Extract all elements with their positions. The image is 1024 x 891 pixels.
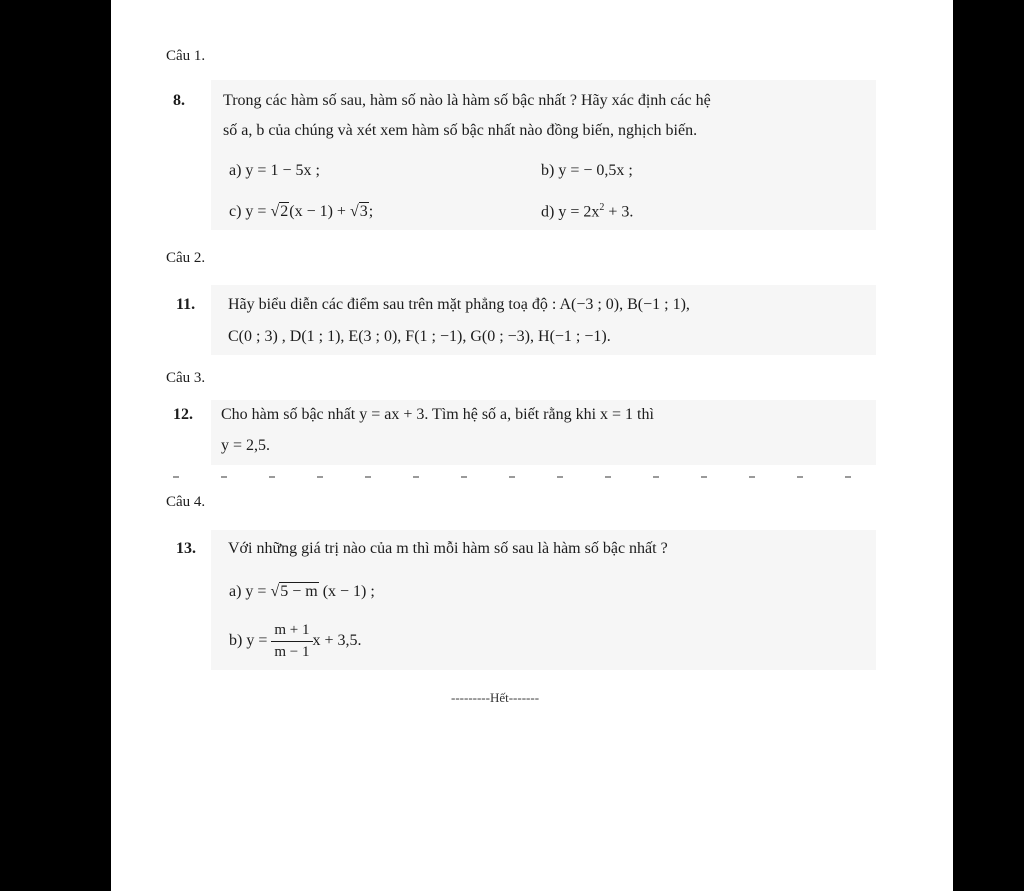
option-c-prefix: c) y = — [229, 203, 271, 220]
option-c — [229, 202, 373, 221]
option-d-suffix: + 3. — [604, 203, 634, 221]
option-a-suffix: (x − 1) ; — [322, 583, 375, 600]
problem-number: 8. — [173, 92, 185, 109]
problem-text-line: Cho hàm số bậc nhất y = ax + 3. Tìm hệ số a, biết rằng khi x = 1 thì — [221, 406, 654, 423]
option-a-prefix: a) y = — [229, 583, 271, 600]
end-marker: ---------Hết------- — [451, 690, 540, 705]
dashed-divider — [173, 476, 873, 478]
problem-text-line: số a, b của chúng và xét xem hàm số bậc nhất nào đồng biến, nghịch biến. — [223, 122, 698, 139]
problem-number: 12. — [173, 406, 193, 423]
question-3-heading: Câu 3. — [166, 370, 206, 386]
option-a — [229, 582, 375, 601]
option-d-prefix: d) y = 2x — [541, 203, 600, 221]
sqrt-expression: √5 − m — [270, 583, 318, 600]
radicand: 5 − m — [280, 583, 318, 600]
option-b — [229, 622, 362, 660]
problem-text-line: Với những giá trị nào của m thì mỗi hàm số sau là hàm số bậc nhất ? — [228, 540, 668, 557]
problem-text-line: Trong các hàm số sau, hàm số nào là hàm số bậc nhất ? Hãy xác định các hệ — [223, 92, 711, 109]
question-1-heading: Câu 1. — [166, 48, 206, 64]
question-4-heading: Câu 4. — [166, 494, 206, 510]
option-c-suffix: ; — [368, 203, 374, 220]
problem-text-line: C(0 ; 3) , D(1 ; 1), E(3 ; 0), F(1 ; −1), G(0 ; −3), H(−1 ; −1). — [228, 328, 611, 345]
radicand: 3 — [359, 203, 368, 220]
radicand: 2 — [280, 203, 289, 220]
option-b: b) y = − 0,5x ; — [541, 162, 633, 179]
option-b-prefix: b) y = — [229, 632, 272, 649]
document-page — [111, 0, 953, 891]
problem-number: 13. — [176, 540, 196, 557]
option-c-mid: (x − 1) + — [289, 203, 350, 220]
numerator: m + 1 — [271, 622, 312, 642]
question-2-heading: Câu 2. — [166, 250, 206, 266]
sqrt-expression: √3 — [349, 203, 368, 220]
fraction — [271, 622, 312, 660]
exponent: 2 — [599, 202, 605, 213]
option-b-suffix: x + 3,5. — [312, 632, 362, 649]
denominator: m − 1 — [274, 643, 310, 660]
option-d — [541, 202, 633, 221]
problem-text-line: y = 2,5. — [221, 437, 271, 454]
sqrt-expression: √2 — [270, 203, 289, 220]
problem-text-line: Hãy biểu diễn các điểm sau trên mặt phẳng toạ độ : A(−3 ; 0), B(−1 ; 1), — [228, 296, 690, 313]
option-a: a) y = 1 − 5x ; — [229, 162, 320, 179]
problem-number: 11. — [176, 296, 196, 313]
